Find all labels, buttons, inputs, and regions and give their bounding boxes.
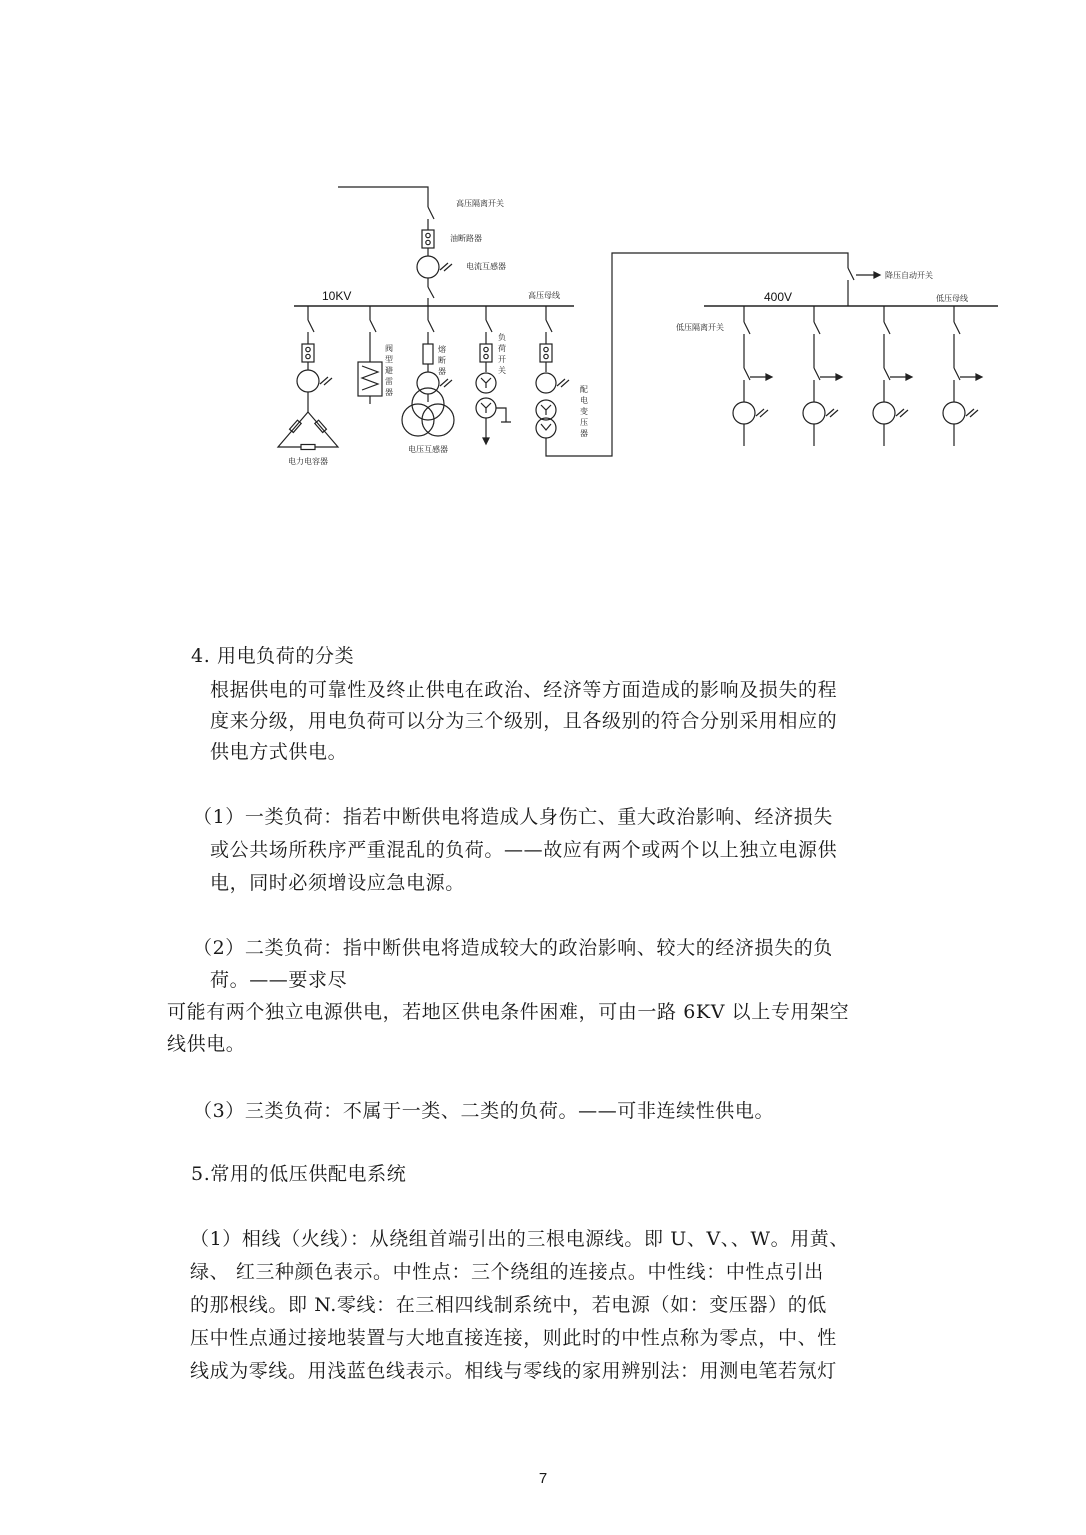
lv-feeder xyxy=(873,306,912,446)
lv-feeder xyxy=(733,306,772,446)
bus-400v-label: 400V xyxy=(764,290,793,304)
section-5-title: 5.常用的低压供配电系统 xyxy=(191,1163,407,1185)
svg-text:阀: 阀 xyxy=(385,344,393,353)
hv-isolator-label: 高压隔离开关 xyxy=(456,199,504,208)
svg-text:负: 负 xyxy=(498,333,506,342)
class-1-line: 或公共场所秩序严重混乱的负荷。——故应有两个或两个以上独立电源供 xyxy=(210,839,838,861)
pt-label: 电压互感器 xyxy=(408,445,448,454)
svg-text:关: 关 xyxy=(498,366,506,375)
svg-text:变: 变 xyxy=(580,407,588,416)
svg-text:器: 器 xyxy=(438,367,446,376)
class-2-line: 荷。——要求尽 xyxy=(210,969,348,991)
paragraph-line: 根据供电的可靠性及终止供电在政治、经济等方面造成的影响及损失的程 xyxy=(210,679,838,701)
svg-text:型: 型 xyxy=(385,355,393,364)
power-distribution-diagram xyxy=(0,0,1086,600)
class-1-line: 电，同时必须增设应急电源。 xyxy=(210,872,465,894)
svg-text:熔: 熔 xyxy=(438,345,446,354)
paragraph-5-line: 压中性点通过接地装置与大地直接连接，则此时的中性点称为零点，中、性 xyxy=(190,1327,837,1349)
svg-text:荷: 荷 xyxy=(498,344,506,353)
paragraph-5-line: 的那根线。即 N.零线：在三相四线制系统中，若电源（如：变压器）的低 xyxy=(190,1294,827,1316)
load-switch-label-vertical xyxy=(498,332,506,375)
arrester-label-vertical xyxy=(385,343,393,397)
transformer-label-vertical xyxy=(580,385,588,438)
auto-switch-label: 降压自动开关 xyxy=(885,271,933,280)
paragraph-5-line: （1）相线（火线）：从绕组首端引出的三根电源线。即 U、V、、W。用黄、 xyxy=(190,1228,849,1250)
section-4-title: 4. 用电负荷的分类 xyxy=(191,645,355,667)
lv-bus-label: 低压母线 xyxy=(936,294,968,303)
svg-text:压: 压 xyxy=(580,418,588,427)
lv-isolator-label: 低压隔离开关 xyxy=(676,323,724,332)
svg-text:器: 器 xyxy=(385,388,393,397)
svg-text:雷: 雷 xyxy=(385,377,393,386)
svg-text:配: 配 xyxy=(580,385,588,394)
lv-feeder xyxy=(943,306,982,446)
class-1-line: （1）一类负荷：指若中断供电将造成人身伤亡、重大政治影响、经济损失 xyxy=(193,806,833,828)
fuse-label-vertical xyxy=(438,344,446,376)
oil-breaker-label: 油断路器 xyxy=(450,234,482,243)
paragraph-5-line: 线成为零线。用浅蓝色线表示。相线与零线的家用辨别法：用测电笔若氖灯 xyxy=(190,1360,837,1382)
svg-text:电: 电 xyxy=(580,396,588,405)
bus-10kv-label: 10KV xyxy=(322,289,352,303)
current-transformer-label: 电流互感器 xyxy=(466,262,506,271)
capacitor-label: 电力电容器 xyxy=(288,457,328,466)
class-2-line: 可能有两个独立电源供电，若地区供电条件困难，可由一路 6KV 以上专用架空 xyxy=(167,1001,850,1023)
hv-bus-label: 高压母线 xyxy=(528,291,560,300)
class-3-line: （3）三类负荷：不属于一类、二类的负荷。——可非连续性供电。 xyxy=(193,1100,775,1122)
paragraph-line: 度来分级，用电负荷可以分为三个级别，且各级别的符合分别采用相应的 xyxy=(210,710,838,732)
class-2-line: 线供电。 xyxy=(167,1033,246,1055)
page-number: 7 xyxy=(538,1470,548,1487)
svg-text:器: 器 xyxy=(580,429,588,438)
svg-text:开: 开 xyxy=(498,355,506,364)
svg-text:避: 避 xyxy=(385,366,393,375)
class-2-line: （2）二类负荷：指中断供电将造成较大的政治影响、较大的经济损失的负 xyxy=(193,937,833,959)
paragraph-line: 供电方式供电。 xyxy=(210,741,348,763)
lv-feeder xyxy=(803,306,842,446)
svg-text:断: 断 xyxy=(438,356,446,365)
paragraph-5-line: 绿、 红三种颜色表示。中性点：三个绕组的连接点。中性线：中性点引出 xyxy=(190,1261,824,1283)
